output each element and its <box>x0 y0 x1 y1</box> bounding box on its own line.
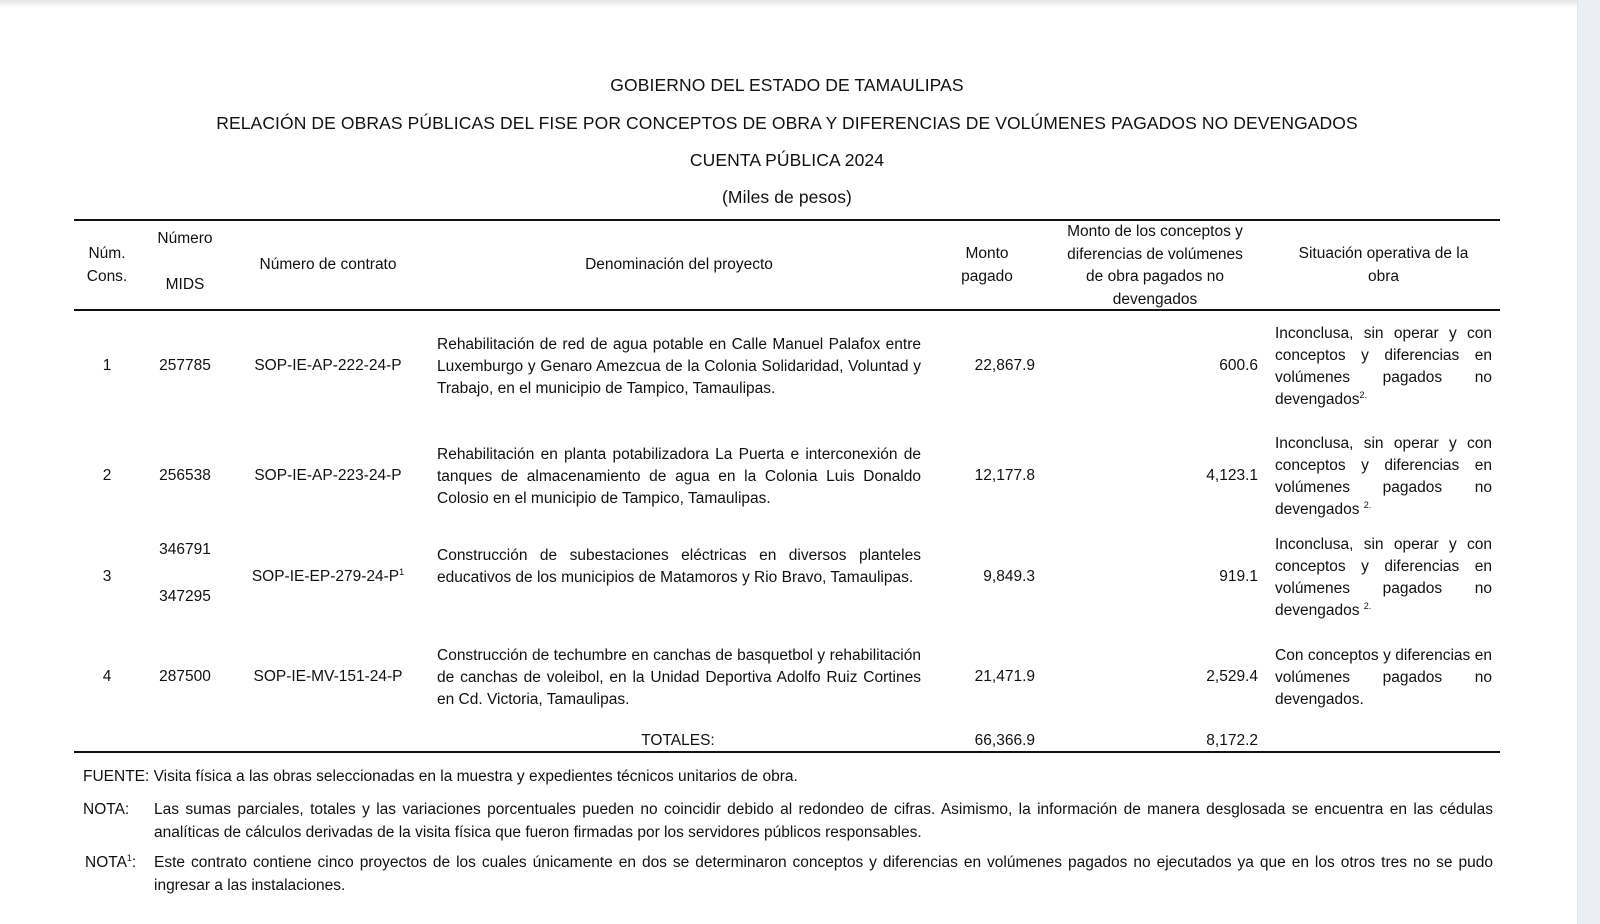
row-situacion: Con conceptos y diferencias en volúmenes pagados no devengados. <box>1275 647 1492 708</box>
note-nota1-label <box>85 852 136 875</box>
row-contrato <box>230 568 426 586</box>
header-monto-conceptos-line4: devengados <box>1112 290 1198 308</box>
header-num-cons <box>75 243 139 288</box>
row-num: 3 <box>102 568 112 585</box>
footnote-ref: 2. <box>1359 390 1367 400</box>
title-report: RELACIÓN DE OBRAS PÚBLICAS DEL FISE POR CONCEPTOS DE OBRA Y DIFERENCIAS DE VOLÚMENES PAGADOS NO DEVENGADOS <box>216 113 1358 133</box>
header-num-cons-line2: Cons. <box>86 267 128 285</box>
row-monto-conceptos: 2,529.4 <box>1206 668 1258 685</box>
header-monto-pagado <box>940 243 1034 288</box>
header-denominacion: Denominación del proyecto <box>585 256 773 273</box>
row-situacion-text: Inconclusa, sin operar y con conceptos y diferencias en volúmenes pagados no devengados <box>1275 325 1492 408</box>
row-mids-secondary: 347295 <box>159 588 211 605</box>
note-nota1-label-text: NOTA <box>85 854 127 871</box>
note-fuente-text: Visita física a las obras seleccionadas en la muestra y expedientes técnicos unitarios de obra. <box>153 768 798 785</box>
row-contrato-text: SOP-IE-EP-279-24-P <box>251 568 400 585</box>
table-header-rule <box>74 309 1500 311</box>
viewer-side-panel <box>1577 0 1600 924</box>
row-num: 1 <box>102 357 112 374</box>
note-nota1 <box>85 852 1493 900</box>
row-situacion-text: Inconclusa, sin operar y con conceptos y diferencias en volúmenes pagados no devengados <box>1275 536 1492 619</box>
row-monto-pagado: 12,177.8 <box>974 467 1035 484</box>
note-nota1-text: Este contrato contiene cinco proyectos de los cuales únicamente en dos se determinaron conceptos y diferencias en volúmenes pagados no ejecutados ya que en los otros tres no se pudo ingresar a las instalaciones. <box>154 854 1493 894</box>
footnote-ref: 1 <box>399 567 405 577</box>
totals-label: TOTALES: <box>641 732 715 749</box>
header-monto-conceptos-line2: diferencias de volúmenes <box>1067 245 1243 263</box>
header-monto-conceptos <box>1045 221 1265 311</box>
footnote-ref: 2. <box>1363 601 1372 611</box>
totals-monto-conceptos: 8,172.2 <box>1206 732 1258 749</box>
header-mids-line1: Número <box>157 230 213 247</box>
row-monto-conceptos: 600.6 <box>1219 357 1258 374</box>
row-monto-conceptos: 4,123.1 <box>1206 467 1258 484</box>
title-fiscal-year: CUENTA PÚBLICA 2024 <box>689 150 885 170</box>
row-situacion <box>1275 433 1492 521</box>
row-contrato: SOP-IE-AP-223-24-P <box>254 467 402 484</box>
row-situacion <box>1275 323 1492 411</box>
header-mids <box>140 228 230 296</box>
note-nota-text: Las sumas parciales, totales y las variaciones porcentuales pueden no coincidir debido al redondeo de cifras. Asimismo, la información de manera desglosada se encuentra en las cédulas analíticas de cálculos derivadas de la visita física que fueron firmadas por los servidores públicos responsables. <box>154 801 1493 841</box>
row-monto-pagado: 9,849.3 <box>983 568 1035 585</box>
note-nota <box>83 799 1493 847</box>
footnote-ref: 2. <box>1363 500 1372 510</box>
row-mids: 256538 <box>159 467 211 484</box>
row-monto-pagado: 21,471.9 <box>974 668 1035 685</box>
row-denominacion: Construcción de subestaciones eléctricas en diversos planteles educativos de los municipios de Matamoros y Rio Bravo, Tamaulipas. <box>437 547 921 586</box>
header-mids-line2: MIDS <box>165 275 205 293</box>
title-government: GOBIERNO DEL ESTADO DE TAMAULIPAS <box>610 75 964 95</box>
note-fuente-label: FUENTE: <box>83 768 150 785</box>
header-situacion <box>1275 243 1492 288</box>
footnote-ref: 1 <box>126 853 132 863</box>
row-situacion <box>1275 534 1492 622</box>
row-mids: 346791 <box>159 541 211 558</box>
header-monto-pagado-line2: pagado <box>961 267 1013 285</box>
header-monto-conceptos-line3: de obra pagados no <box>1086 268 1224 285</box>
row-monto-pagado: 22,867.9 <box>974 357 1035 374</box>
header-monto-conceptos-line1: Monto de los conceptos y <box>1067 223 1243 240</box>
row-monto-conceptos: 919.1 <box>1219 568 1258 585</box>
row-mids: 257785 <box>159 357 211 374</box>
header-contrato: Número de contrato <box>259 256 397 273</box>
row-denominacion: Rehabilitación en planta potabilizadora La Puerta e interconexión de tanques de almacenamiento de agua en la Colonia Luis Donaldo Colosio en el municipio de Tampico, Tamaulipas. <box>437 446 921 507</box>
table-top-rule <box>74 219 1500 221</box>
title-units: (Miles de pesos) <box>722 187 852 207</box>
table-bottom-rule <box>74 751 1500 753</box>
row-contrato: SOP-IE-AP-222-24-P <box>254 357 402 374</box>
header-monto-pagado-line1: Monto <box>965 245 1009 262</box>
header-situacion-line1: Situación operativa de la <box>1298 245 1469 262</box>
note-fuente <box>83 766 1503 790</box>
row-mids: 287500 <box>159 668 211 685</box>
row-contrato: SOP-IE-MV-151-24-P <box>253 668 403 685</box>
row-situacion-text: Inconclusa, sin operar y con conceptos y diferencias en volúmenes pagados no devengados <box>1275 435 1492 518</box>
row-num: 4 <box>102 668 112 685</box>
totals-monto-pagado: 66,366.9 <box>974 732 1035 749</box>
row-denominacion: Construcción de techumbre en canchas de basquetbol y rehabilitación de canchas de voleibol, en la Unidad Deportiva Adolfo Ruiz Cortines en Cd. Victoria, Tamaulipas. <box>437 647 921 708</box>
note-nota1-colon: : <box>131 854 137 871</box>
header-num-cons-line1: Núm. <box>88 245 126 262</box>
header-situacion-line2: obra <box>1367 267 1400 285</box>
row-denominacion: Rehabilitación de red de agua potable en Calle Manuel Palafox entre Luxemburgo y Genaro Amezcua de la Colonia Solidaridad, Voluntad y Trabajo, en el municipio de Tampico, Tamaulipas. <box>437 336 921 397</box>
note-nota-label: NOTA: <box>83 801 130 818</box>
row-num: 2 <box>102 467 112 484</box>
